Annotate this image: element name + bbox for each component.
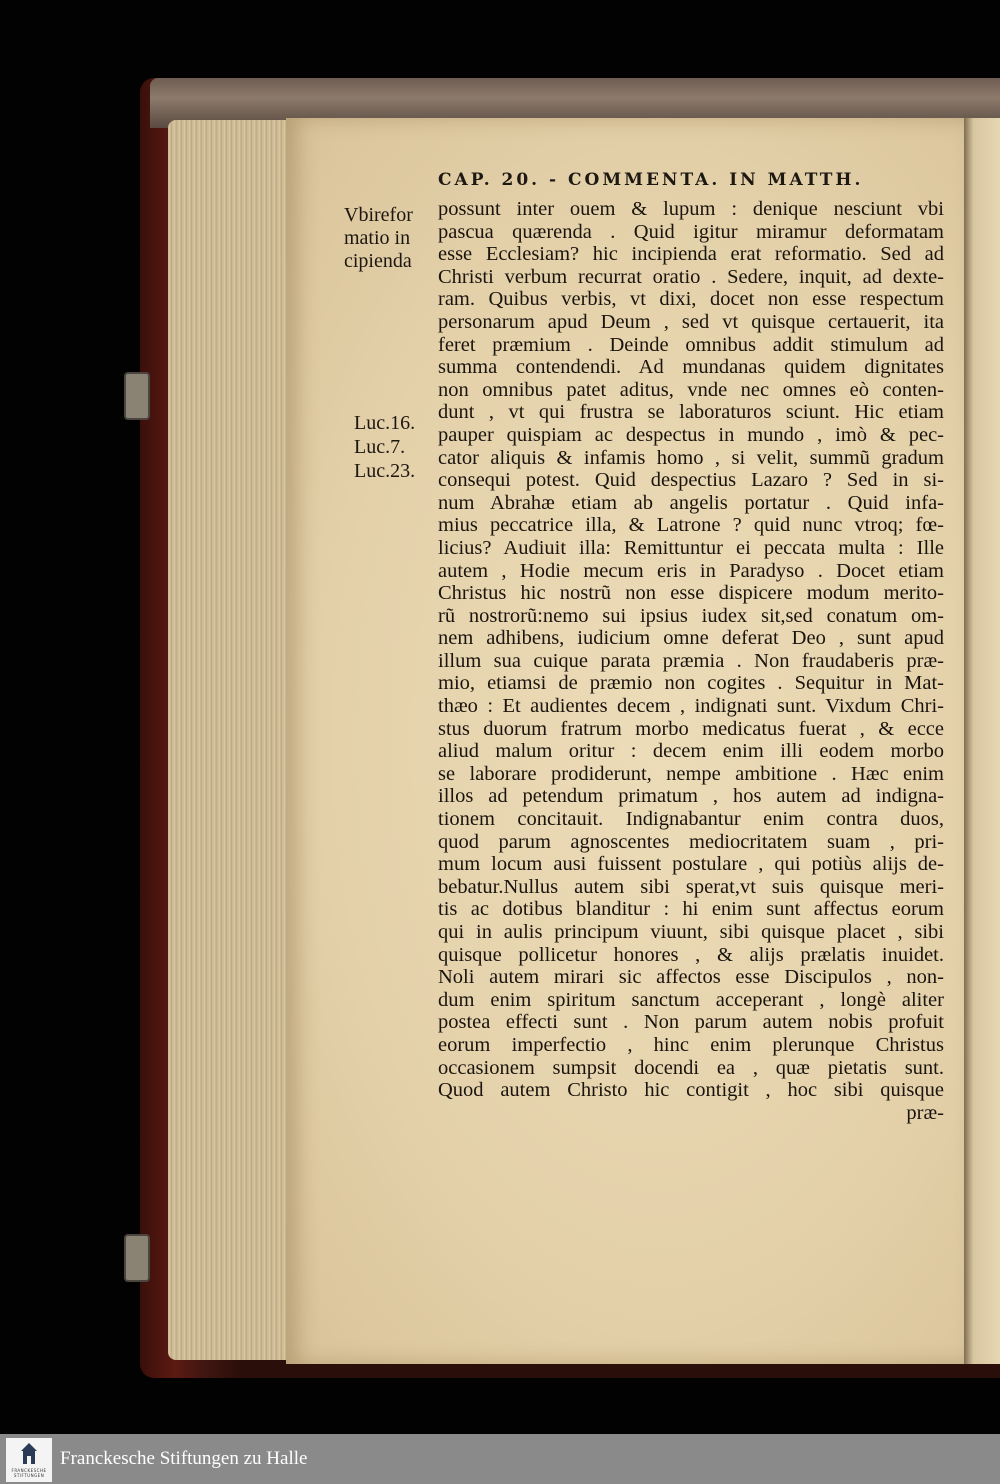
catchword: præ-	[906, 1101, 944, 1124]
text-line: mio, etiamsi de præmio non cogites . Sequitur in Mat-	[438, 672, 944, 695]
text-line: consequi potest. Quid despectius Lazaro ? Sed in si-	[438, 469, 944, 492]
text-line: pauper quispiam ac despectus in mundo , imò & pec-	[438, 423, 944, 446]
text-line: eorum imperfectio , hinc enim plerunque Christus	[438, 1033, 944, 1056]
text-line: possunt inter ouem & lupum : denique nesciunt vbi	[438, 198, 944, 220]
text-line: mius peccatrice illa, & Latrone ? quid nunc vtroq; fœ-	[438, 514, 944, 537]
text-line: mum locum ausi fuissent postulare , qui potiùs alijs de-	[438, 853, 944, 876]
logo-text: FRANCKESCHE STIFTUNGEN	[11, 1468, 47, 1478]
text-line: qui in aulis principum viuunt, sibi quisque placet , sibi	[438, 921, 944, 943]
institution-name: Franckesche Stiftungen zu Halle	[60, 1448, 308, 1469]
marginal-note: Vbirefor	[344, 204, 413, 226]
text-line: personarum apud Deum , sed vt quisque certauerit, ita	[438, 310, 944, 333]
marginal-note-reference: Luc.16.	[354, 412, 416, 434]
text-line: summa contendendi. Ad mundanas quidem dignitates	[438, 356, 944, 379]
book-clasp	[124, 1234, 150, 1282]
text-line: bebatur.Nullus autem sibi sperat,vt suis quisque meri-	[438, 875, 944, 898]
text-line: feret præmium . Deinde omnibus addit stimulum ad	[438, 333, 944, 356]
text-line: tis ac dotibus blanditur : hi enim sunt affectus eorum	[438, 898, 944, 921]
marginal-note-reference: Luc.7.	[354, 436, 406, 458]
text-line: stus duorum fratrum morbo medicatus fuerat , & ecce	[438, 717, 944, 740]
facing-page-edge	[962, 118, 1000, 1364]
text-line: thæo : Et audientes decem , indignati sunt. Vixdum Chri-	[438, 695, 944, 718]
marginal-note-reference: Luc.23.	[354, 460, 416, 482]
body-text	[438, 198, 944, 1124]
text-line: non omnibus patet aditus, vnde nec omnes eò conten-	[438, 378, 944, 401]
marginal-notes	[344, 204, 440, 482]
text-line: aliud malum oritur : decem enim illi eodem morbo	[438, 740, 944, 763]
text-line: pascua quærenda . Quid igitur miramur deformatam	[438, 220, 944, 243]
text-line: quod parum agnoscentes mediocritatem suam , pri-	[438, 830, 944, 853]
text-line: illos ad petendum primatum , hos autem ad indigna-	[438, 785, 944, 808]
text-line: autem , Hodie mecum eris in Paradyso . Docet etiam	[438, 559, 944, 582]
text-line: num Abrahæ etiam ab angelis portatur . Quid infa-	[438, 491, 944, 514]
text-line: ram. Quibus verbis, vt dixi, docet non esse respectum	[438, 288, 944, 311]
text-line: tionem concitauit. Indignabantur enim contra duos,	[438, 808, 944, 831]
text-line: postea effecti sunt . Non parum autem nobis profuit	[438, 1011, 944, 1034]
marginal-note: matio in	[344, 227, 411, 249]
marginal-note: cipienda	[344, 250, 412, 272]
text-line: esse Ecclesiam? hic incipienda erat reformatio. Sed ad	[438, 243, 944, 266]
text-line: quisque pollicetur honores , & alijs prælatis inuidet.	[438, 943, 944, 966]
text-line: occasionem sumpsit docendi ea , quæ pietatis sunt.	[438, 1056, 944, 1079]
text-line: Christi verbum recurrat oratio . Sedere, inquit, ad dexte-	[438, 265, 944, 288]
text-line: dunt , vt qui frustra se laboraturos sciunt. Hic etiam	[438, 401, 944, 424]
text-line: cator aliquis & infamis homo , si velit, summũ gradum	[438, 446, 944, 469]
text-line: dum enim spiritum sanctum acceperant , longè aliter	[438, 988, 944, 1011]
text-line: se laborare prodiderunt, nempe ambitione . Hæc enim	[438, 762, 944, 785]
footer-bar	[0, 1434, 1000, 1484]
text-line: illum sua cuique parata præmia . Non fraudaberis præ-	[438, 649, 944, 672]
page-block-edges	[168, 120, 292, 1360]
text-line: Noli autem mirari sic affectos esse Discipulos , non-	[438, 966, 944, 989]
institution-logo	[6, 1438, 52, 1482]
book-clasp	[124, 372, 150, 420]
text-line: Quod autem Christo hic contigit , hoc sibi quisque	[438, 1079, 944, 1102]
text-line: rũ nostrorũ:nemo sui ipsius iudex sit,sed conatum om-	[438, 604, 944, 627]
running-head: CAP. 20. - COMMENTA. IN MATTH.	[438, 170, 864, 190]
text-line: licius? Audiuit illa: Remittuntur ei peccata multa : Ille	[438, 536, 944, 559]
text-line: Christus hic nostrũ non esse dispicere modum merito-	[438, 582, 944, 605]
text-line: nem adhibens, iudicium omne deferat Deo , sunt apud	[438, 627, 944, 650]
building-icon	[21, 1442, 37, 1464]
